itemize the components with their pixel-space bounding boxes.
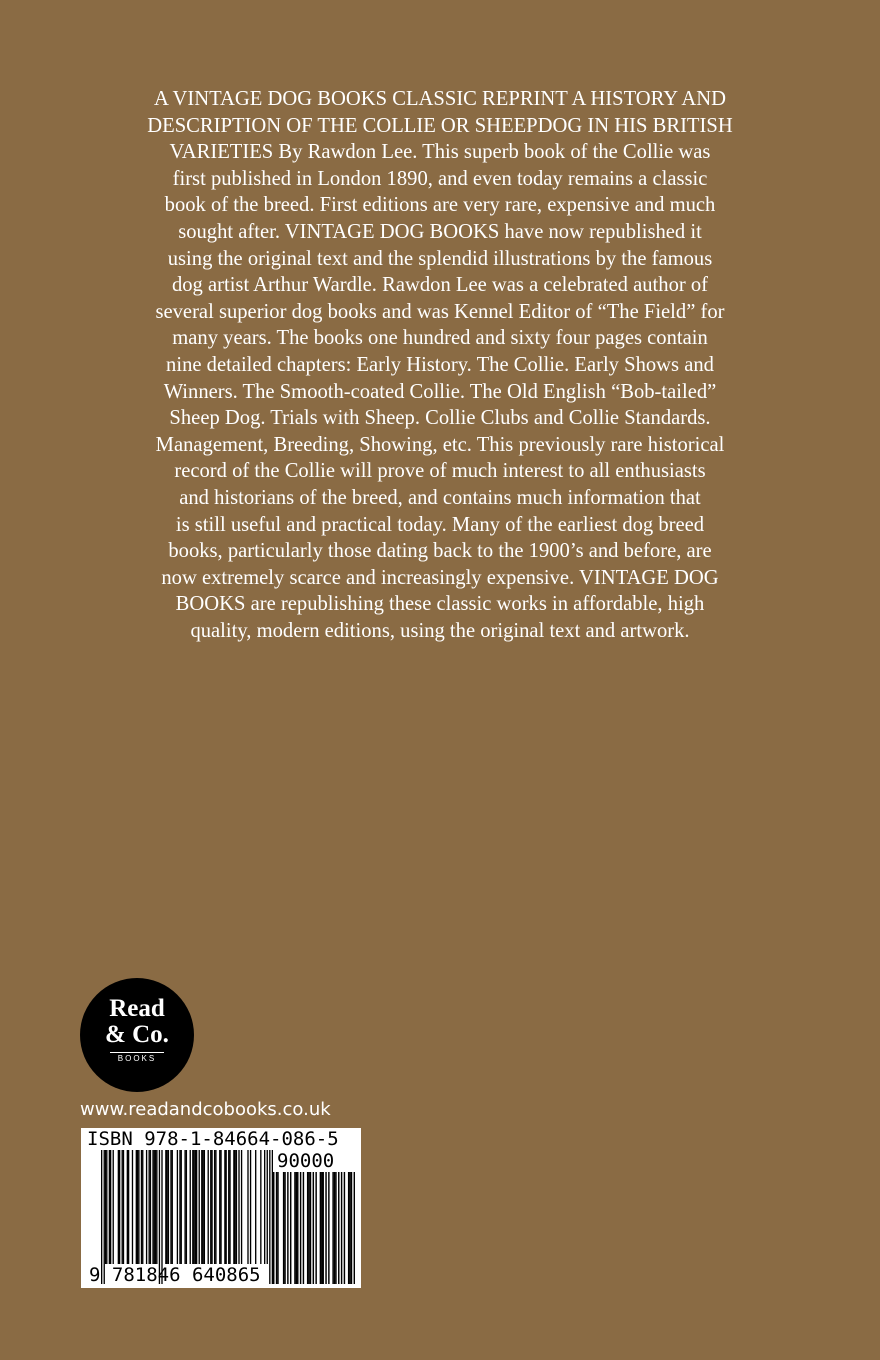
barcode-bar xyxy=(199,1150,200,1264)
addon-bar xyxy=(303,1172,304,1284)
publisher-website: www.readandcobooks.co.uk xyxy=(80,1099,331,1120)
addon-bar xyxy=(321,1172,322,1284)
barcode-bar xyxy=(118,1150,119,1264)
addon-bar xyxy=(334,1172,335,1284)
addon-bar xyxy=(315,1172,316,1284)
barcode-bar xyxy=(241,1150,242,1264)
barcode-bar xyxy=(166,1150,167,1264)
barcode-bar xyxy=(109,1150,110,1264)
barcode-panel xyxy=(81,1128,361,1288)
barcode-bar xyxy=(236,1150,237,1264)
addon-bar xyxy=(349,1172,350,1284)
description-line: quality, modern editions, using the original text and artwork. xyxy=(190,619,690,642)
description-line: Winners. The Smooth-coated Collie. The Old English “Bob-tailed” xyxy=(163,380,717,403)
addon-bar xyxy=(344,1172,345,1284)
description-line: nine detailed chapters: Early History. The Collie. Early Shows and xyxy=(166,353,714,376)
addon-bar xyxy=(313,1172,314,1284)
logo-books-text: BOOKS xyxy=(117,1054,157,1063)
addon-bar xyxy=(335,1172,336,1284)
description-line: now extremely scarce and increasingly expensive. VINTAGE DOG xyxy=(161,566,719,589)
barcode-bar xyxy=(168,1150,169,1264)
description-line: sought after. VINTAGE DOG BOOKS have now republished it xyxy=(178,220,702,243)
barcode-bar xyxy=(152,1150,153,1264)
addon-bar xyxy=(294,1172,295,1284)
barcode-bar xyxy=(208,1150,209,1264)
barcode-bar xyxy=(192,1150,193,1264)
addon-bar xyxy=(297,1172,298,1284)
barcode-bar xyxy=(226,1150,227,1264)
description-line: Sheep Dog. Trials with Sheep. Collie Clubs and Collie Standards. xyxy=(169,407,711,430)
logo-co-text: & Co. xyxy=(105,1021,169,1048)
description-line: BOOKS are republishing these classic works in affordable, high xyxy=(175,593,705,616)
barcode-bar xyxy=(193,1150,194,1264)
barcode-bar xyxy=(170,1150,171,1264)
description-line: books, particularly those dating back to the 1900’s and before, are xyxy=(168,540,712,563)
barcode-bar xyxy=(255,1150,256,1264)
addon-bar xyxy=(300,1172,301,1284)
barcode-bar xyxy=(228,1150,229,1264)
addon-bar xyxy=(290,1172,291,1284)
barcode-bar xyxy=(128,1150,129,1264)
barcode-bar xyxy=(219,1150,220,1264)
addon-bar xyxy=(276,1172,277,1284)
barcode-bar xyxy=(210,1150,211,1264)
barcode-bar xyxy=(233,1150,234,1264)
barcode-bar xyxy=(238,1150,239,1264)
barcode-bar xyxy=(267,1150,268,1264)
barcode-bar xyxy=(250,1150,251,1264)
addon-bar xyxy=(338,1172,339,1284)
barcode-bar xyxy=(224,1150,225,1264)
barcode-bar xyxy=(110,1150,111,1264)
addon-bar xyxy=(283,1172,284,1284)
addon-bar xyxy=(287,1172,288,1284)
barcode-bar xyxy=(155,1150,156,1264)
addon-bar xyxy=(277,1172,278,1284)
barcode-bar xyxy=(215,1150,216,1264)
description-line: several superior dog books and was Kennel Editor of “The Field” for xyxy=(155,300,725,323)
barcode-bar xyxy=(260,1150,261,1264)
addon-bar xyxy=(307,1172,308,1284)
barcode-bar xyxy=(190,1150,191,1264)
barcode-bar xyxy=(195,1150,196,1264)
description-line: DESCRIPTION OF THE COLLIE OR SHEEPDOG IN HIS BRITISH xyxy=(147,114,733,137)
addon-bar xyxy=(308,1172,309,1284)
addon-bar xyxy=(322,1172,323,1284)
barcode-bar xyxy=(165,1150,166,1264)
addon-bar xyxy=(296,1172,297,1284)
barcode-bar xyxy=(211,1150,212,1264)
addon-bar xyxy=(354,1172,355,1284)
description-line: VARIETIES By Rawdon Lee. This superb book of the Collie was xyxy=(169,141,711,164)
barcode-bar xyxy=(202,1150,203,1264)
logo-read-text: Read xyxy=(109,995,165,1022)
barcode-bar xyxy=(136,1150,137,1264)
barcode-bar xyxy=(150,1150,151,1264)
barcode-bar xyxy=(186,1150,187,1264)
barcode-bar xyxy=(214,1150,215,1264)
barcode-bar xyxy=(234,1150,235,1264)
barcode-bar xyxy=(132,1150,133,1264)
barcode-bar xyxy=(181,1150,182,1264)
isbn-label: ISBN 978-1-84664-086-5 xyxy=(87,1128,339,1150)
barcode-bar xyxy=(204,1150,205,1264)
description-line: many years. The books one hundred and sixty four pages contain xyxy=(172,327,708,350)
addon-bar xyxy=(341,1172,342,1284)
barcode-bar xyxy=(184,1150,185,1264)
barcode-bar xyxy=(113,1150,114,1264)
barcode-bar xyxy=(105,1150,106,1264)
addon-bar xyxy=(284,1172,285,1284)
barcode-bar xyxy=(179,1150,180,1264)
logo-divider xyxy=(110,1052,164,1053)
ean-digits: 9 781846 640865 xyxy=(89,1264,261,1286)
addon-bar xyxy=(320,1172,321,1284)
barcode-bar xyxy=(269,1150,270,1284)
barcode-bar xyxy=(137,1150,138,1264)
description-line: record of the Collie will prove of much interest to all enthusiasts xyxy=(174,460,706,483)
barcode-bar xyxy=(196,1150,197,1264)
description-line: using the original text and the splendid illustrations by the famous xyxy=(167,247,713,270)
barcode-bar xyxy=(156,1150,157,1264)
barcode-bar xyxy=(122,1150,123,1264)
addon-bar xyxy=(310,1172,311,1284)
description-line: Management, Breeding, Showing, etc. This previously rare historical xyxy=(155,433,725,456)
price-code: 90000 xyxy=(277,1150,335,1172)
addon-bar xyxy=(328,1172,329,1284)
barcode-bar xyxy=(148,1150,149,1264)
addon-barcode xyxy=(273,1172,355,1284)
description-line: and historians of the breed, and contains much information that xyxy=(179,486,701,509)
barcode-bar xyxy=(142,1150,143,1264)
barcode-bar xyxy=(106,1150,107,1264)
barcode-bar xyxy=(229,1150,230,1264)
barcode-bar xyxy=(172,1150,173,1264)
addon-bar xyxy=(348,1172,349,1284)
addon-bar xyxy=(273,1172,274,1284)
barcode-bar xyxy=(177,1150,178,1264)
description-line: first published in London 1890, and even today remains a classic xyxy=(172,167,708,190)
barcode-bar xyxy=(127,1150,128,1264)
description-line: dog artist Arthur Wardle. Rawdon Lee was a celebrated author of xyxy=(171,274,709,297)
barcode-bar xyxy=(123,1150,124,1264)
barcode-bar xyxy=(138,1150,139,1264)
barcode-bar xyxy=(154,1150,155,1264)
barcode-bar xyxy=(247,1150,248,1264)
barcode-bar xyxy=(146,1150,147,1264)
barcode-bar xyxy=(264,1150,265,1264)
barcode-bar xyxy=(119,1150,120,1264)
description-line: A VINTAGE DOG BOOKS CLASSIC REPRINT A HISTORY AND xyxy=(153,88,726,110)
description-line: is still useful and practical today. Many of the earliest dog breed xyxy=(175,513,705,536)
publisher-logo xyxy=(80,978,194,1092)
description-text xyxy=(96,86,784,644)
addon-bar xyxy=(351,1172,352,1284)
description-line: book of the breed. First editions are very rare, expensive and much xyxy=(164,194,716,217)
addon-bar xyxy=(325,1172,326,1284)
barcode-bar xyxy=(201,1150,202,1264)
barcode-bar xyxy=(141,1150,142,1264)
barcode-bar xyxy=(220,1150,221,1264)
addon-bar xyxy=(332,1172,333,1284)
